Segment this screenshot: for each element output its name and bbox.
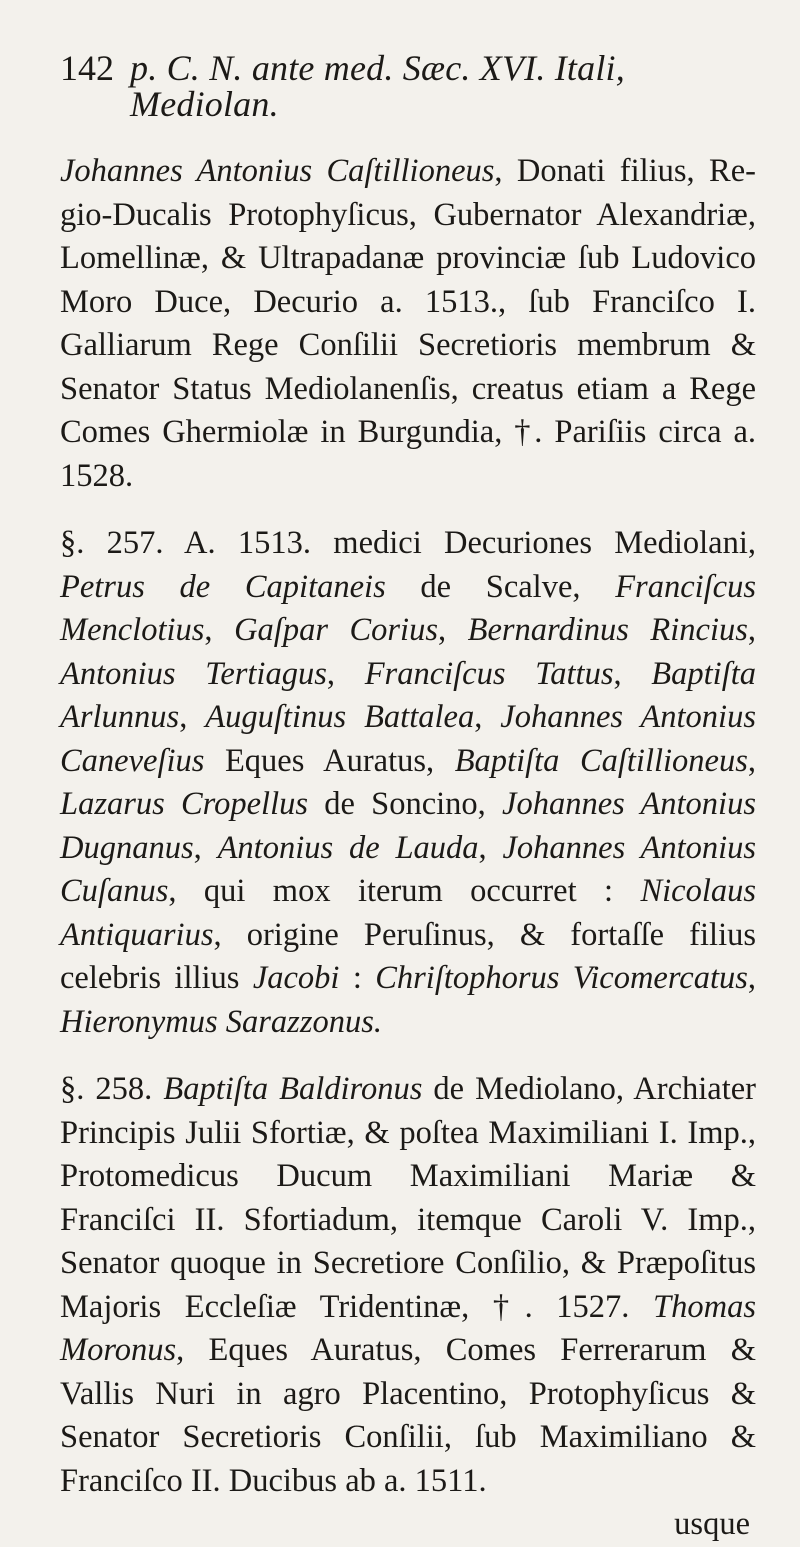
page-header <box>60 50 756 122</box>
italic-name-run: Gaſpar Corius <box>234 612 438 648</box>
text-run: , qui mox iterum occurret : <box>168 873 641 909</box>
italic-name-run: Franciſcus Menclotius <box>60 568 756 648</box>
running-head: p. C. N. ante med. Sæc. XVI. Itali, Mediolan. <box>130 48 625 124</box>
text-run: de Soncino, <box>308 786 503 822</box>
text-run: , <box>437 612 468 648</box>
text-run: , <box>474 699 501 735</box>
text-run: , <box>747 612 757 648</box>
text-run: , origine Peruſinus, & fortaſſe filius celebris illius <box>60 916 756 996</box>
italic-name-run: Thomas Moronus <box>60 1288 756 1368</box>
text-run: , <box>204 612 235 648</box>
italic-name-run: Antonius de Lauda <box>217 829 479 866</box>
text-run: , <box>179 699 206 735</box>
paragraph-257-decuriones <box>60 522 756 1044</box>
italic-name-run: Antonius Tertiagus <box>60 655 327 692</box>
text-run: , Donati filius, Regio-Ducalis Protophyſicus, Gubernator Alexandriæ, Lomellinæ, & Ultrapadanæ provinciæ ſub Ludovico Moro Duce, Decurio a. 1513., ſub Franciſco I. Galliarum Rege Conſilii Secretioris membrum & Senator Status Mediolanenſis, creatus etiam a Rege Comes Ghermiolæ in Burgundia, †. Pariſiis circa a. 1528. <box>60 153 756 494</box>
catchword: usque <box>674 1506 750 1542</box>
text-run: , <box>478 829 503 866</box>
italic-name-run: Lazarus Cropellus <box>60 786 308 822</box>
italic-name-run: Auguſtinus Battalea <box>205 699 475 735</box>
italic-name-run: Johannes Antonius Dugnanus <box>60 786 756 866</box>
italic-name-run: Nicolaus Antiquarius <box>60 873 756 953</box>
italic-name-run: Hieronymus Sarazzonus. <box>60 1003 383 1040</box>
italic-name-run: Petrus de Capitaneis <box>60 568 386 605</box>
italic-name-run: Baptiſta Arlunnus <box>60 655 757 735</box>
paragraph-castillioneus <box>60 150 756 498</box>
italic-name-run: Johannes Antonius Caneveſius <box>60 699 756 779</box>
text-run: , <box>747 960 757 996</box>
italic-name-run: Baptiſta Caſtillioneus <box>454 742 748 779</box>
text-run: , <box>747 742 756 779</box>
text-run: de Scalve, <box>385 568 616 605</box>
text-run: , <box>193 829 218 866</box>
italic-name-run: Franciſcus Tattus <box>364 655 614 692</box>
text-run: §. 258. <box>60 1071 164 1107</box>
italic-name-run: Johannes Antonius Cuſanus <box>60 829 757 909</box>
paragraph-258-baldironus <box>60 1068 756 1503</box>
text-run: Eques Auratus, <box>204 742 455 779</box>
text-run: , Eques Auratus, Comes Ferrerarum & Vallis Nuri in agro Placentino, Protophyſicus & Senator Secretioris Conſilii, ſub Maximiliano & Franciſco II. Ducibus ab a. 1511. <box>60 1332 756 1499</box>
text-run: , <box>326 655 365 692</box>
text-run: , <box>613 655 652 692</box>
italic-name-run: Baptiſta Baldironus <box>163 1071 423 1107</box>
italic-name-run: Jacobi <box>252 960 340 996</box>
italic-name-run: Bernardinus Rincius <box>467 612 748 648</box>
italic-name-run: Johannes Antonius Caſtillioneus <box>60 153 495 189</box>
text-run: de Mediolano, Archiater Principis Julii Sfortiæ, & poſtea Maximiliani I. Imp., Protomedicus Ducum Maximiliani Mariæ & Franciſci II. Sfortiadum, itemque Caroli V. Imp., Senator quoque in Secretiore Conſilio, & Præpoſitus Majoris Eccleſiæ Tridentinæ, †. 1527. <box>60 1071 756 1325</box>
page-number: 142 <box>60 48 114 88</box>
italic-name-run: Chriſtophorus Vicomercatus <box>375 960 748 996</box>
text-run: §. 257. A. 1513. medici Decuriones Mediolani, <box>60 525 756 561</box>
text-run: : <box>339 960 376 996</box>
